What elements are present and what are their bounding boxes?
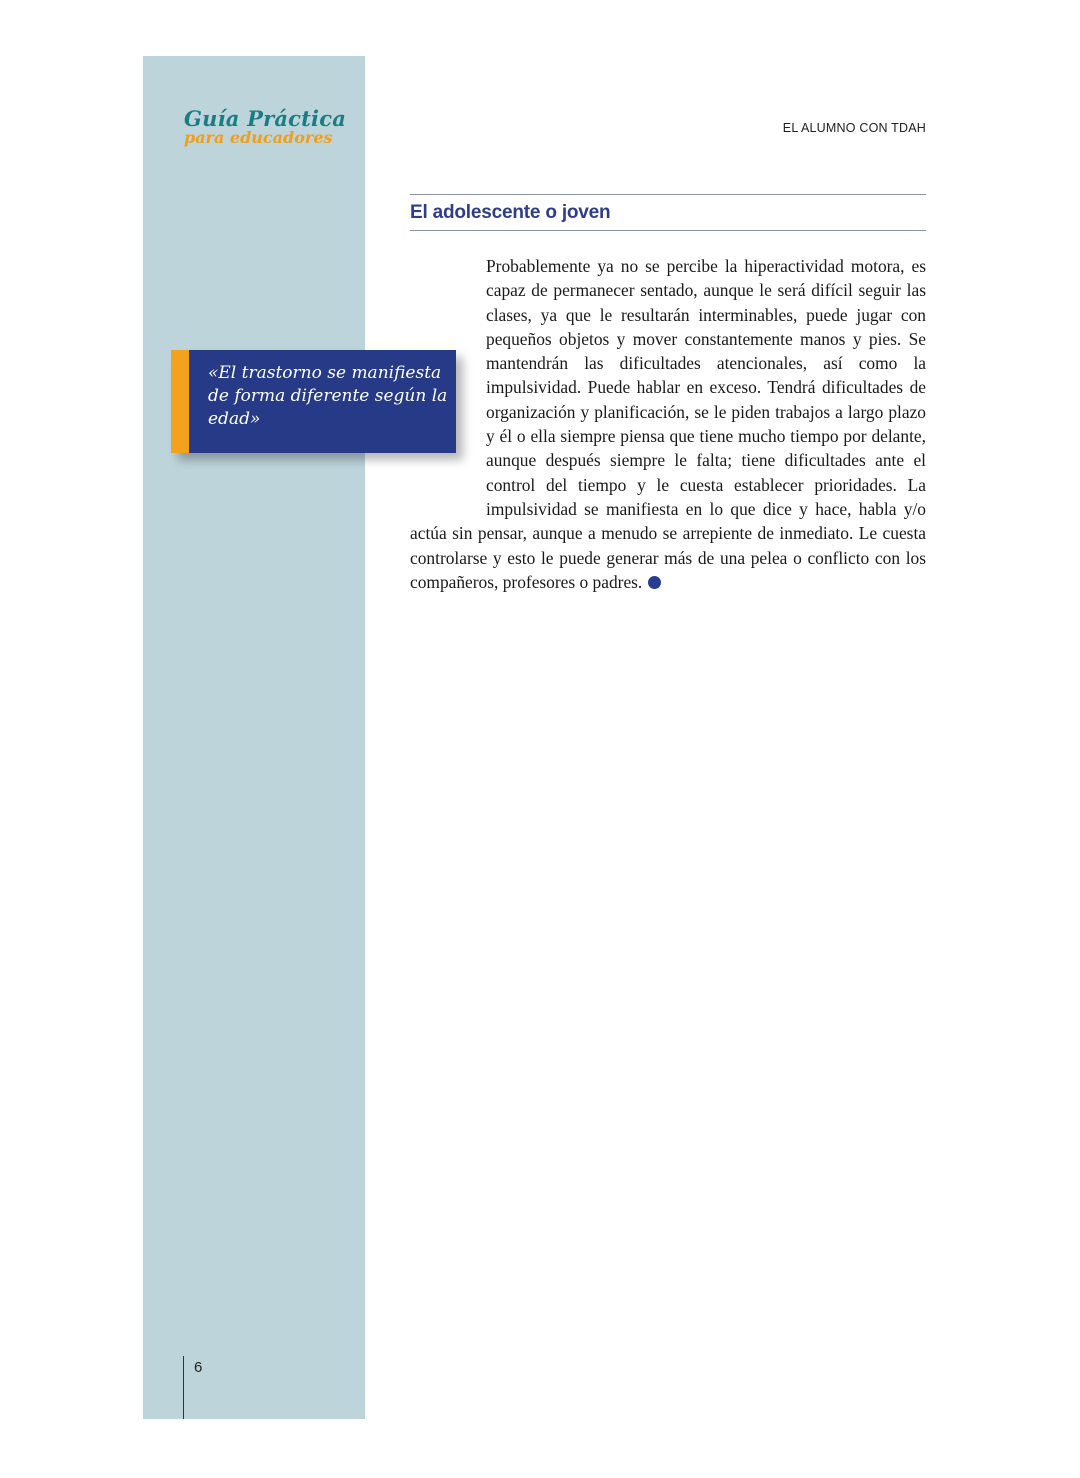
- pull-quote-accent: [171, 350, 189, 453]
- section-bottom-rule: [410, 230, 926, 231]
- running-head: EL ALUMNO CON TDAH: [782, 121, 926, 135]
- page-number-rule: [183, 1356, 184, 1419]
- brand-logo: [184, 108, 346, 146]
- page-number: 6: [194, 1359, 203, 1376]
- body-text: Probablemente ya no se percibe la hiperactividad motora, es capaz de permanecer sentado, aunque le será difícil seguir las clases, ya que le resultarán interminables, puede jugar con pequeños objetos y mover constantemente manos y pies. Se mantendrán las dificultades atencionales, así como la impulsividad. Puede hablar en exceso. Tendrá dificultades de organización y planificación, se le piden trabajos a largo plazo y él o ella siempre piensa que tiene mucho tiempo por delante, aunque después siempre le falta; tiene dificultades ante el control del tiempo y le cuesta establecer prioridades. La impulsividad se manifiesta en lo que dice y hace, habla y/o actúa sin pensar, aunque a menudo se arrepiente de inmediato. Le cuesta controlarse y esto le puede generar más de una pelea o conflicto con los compañeros, profesores o padres.: [410, 256, 926, 592]
- section-top-rule: [410, 194, 926, 195]
- sidebar-band: [143, 56, 365, 1419]
- pull-quote-box: [171, 350, 456, 453]
- section-title: El adolescente o joven: [410, 202, 611, 223]
- brand-subtitle: para educadores: [184, 128, 333, 147]
- pull-quote-text: «El trastorno se manifiesta de forma diferente según la edad»: [208, 363, 448, 429]
- brand-title: Guía Práctica: [184, 106, 347, 131]
- end-mark-icon: [648, 576, 661, 589]
- body-paragraph: [410, 254, 926, 594]
